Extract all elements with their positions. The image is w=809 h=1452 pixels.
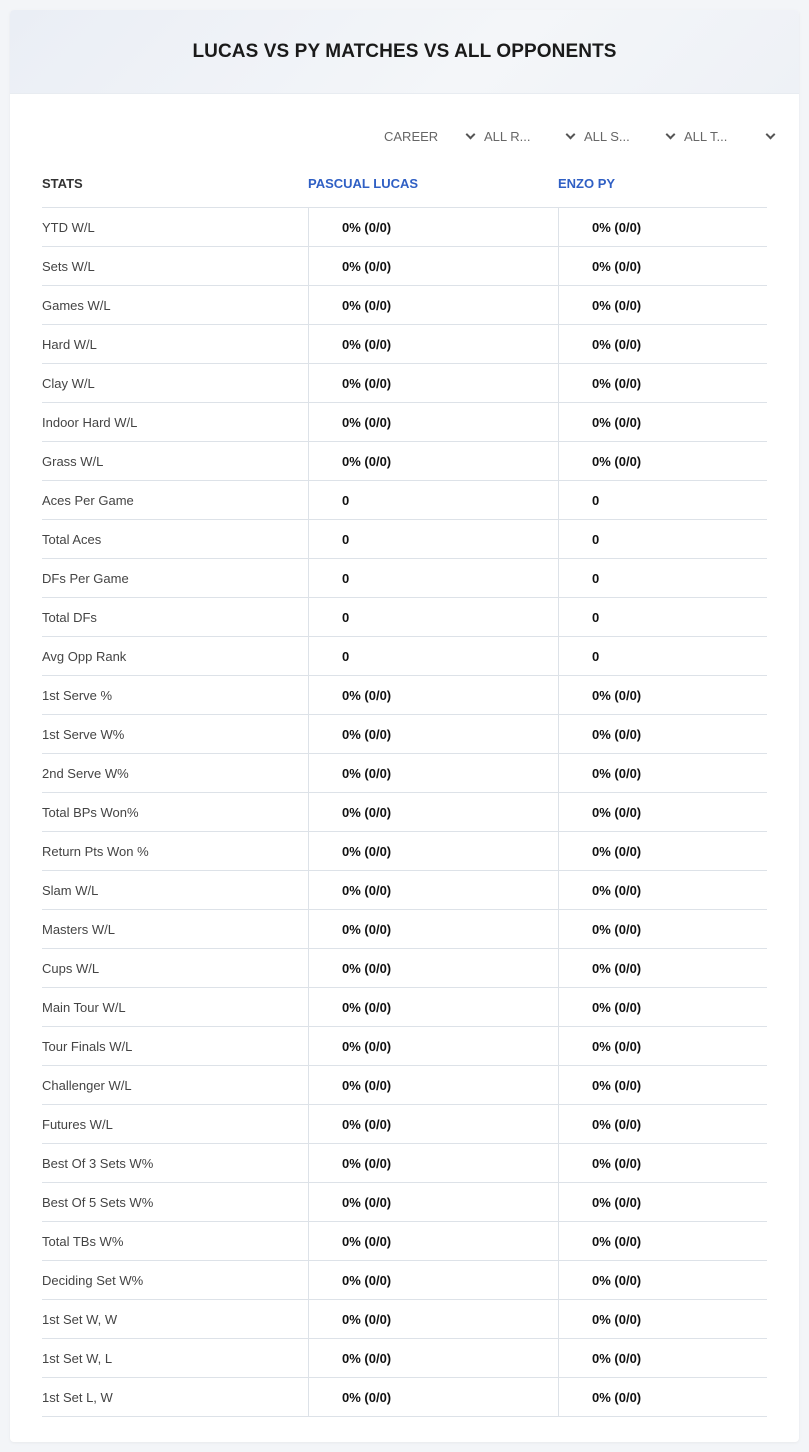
player1-value: 0% (0/0)	[308, 286, 558, 324]
row-label: Total DFs	[42, 609, 97, 625]
table-row	[42, 364, 767, 403]
player2-value: 0% (0/0)	[558, 1222, 767, 1260]
row-label: 1st Serve %	[42, 687, 113, 703]
row-label: Grass W/L	[42, 453, 104, 469]
player2-value: 0	[558, 637, 767, 675]
player1-value: 0% (0/0)	[308, 1105, 558, 1143]
table-row	[42, 637, 767, 676]
table-row	[42, 559, 767, 598]
row-label: Sets W/L	[42, 258, 95, 274]
player2-value: 0% (0/0)	[558, 910, 767, 948]
column-header-player2[interactable]: ENZO PY	[558, 176, 616, 191]
table-row	[42, 325, 767, 364]
player2-value: 0% (0/0)	[558, 1300, 767, 1338]
player1-value: 0% (0/0)	[308, 1027, 558, 1065]
player1-value: 0% (0/0)	[308, 1144, 558, 1182]
row-label: YTD W/L	[42, 219, 95, 235]
player2-value: 0% (0/0)	[558, 325, 767, 363]
player2-value: 0% (0/0)	[558, 754, 767, 792]
player2-value: 0% (0/0)	[558, 1027, 767, 1065]
row-label: 2nd Serve W%	[42, 765, 129, 781]
row-label: Return Pts Won %	[42, 843, 149, 859]
row-label: Total TBs W%	[42, 1233, 124, 1249]
row-label: Best Of 3 Sets W%	[42, 1155, 154, 1171]
row-label: 1st Serve W%	[42, 726, 125, 742]
table-row	[42, 676, 767, 715]
row-label: Total BPs Won%	[42, 804, 139, 820]
chevron-down-icon	[666, 130, 676, 140]
player1-value: 0	[308, 637, 558, 675]
filter-tour-select[interactable]	[684, 124, 784, 148]
table-row	[42, 1222, 767, 1261]
table-row	[42, 715, 767, 754]
row-label: 1st Set W, W	[42, 1311, 118, 1327]
filter-bar	[384, 124, 784, 148]
player2-value: 0% (0/0)	[558, 364, 767, 402]
player2-value: 0% (0/0)	[558, 676, 767, 714]
player1-value: 0	[308, 520, 558, 558]
player2-value: 0	[558, 598, 767, 636]
player2-value: 0% (0/0)	[558, 1183, 767, 1221]
player2-value: 0	[558, 481, 767, 519]
row-label: Tour Finals W/L	[42, 1038, 133, 1054]
row-label: Main Tour W/L	[42, 999, 126, 1015]
card-header	[10, 10, 799, 94]
filter-period-select[interactable]	[384, 124, 484, 148]
player2-value: 0% (0/0)	[558, 949, 767, 987]
player2-value: 0% (0/0)	[558, 1144, 767, 1182]
player1-value: 0% (0/0)	[308, 676, 558, 714]
player1-value: 0% (0/0)	[308, 1066, 558, 1104]
table-row	[42, 1300, 767, 1339]
player1-value: 0	[308, 559, 558, 597]
player2-value: 0	[558, 559, 767, 597]
player1-value: 0% (0/0)	[308, 1261, 558, 1299]
player1-value: 0% (0/0)	[308, 1300, 558, 1338]
player2-value: 0% (0/0)	[558, 286, 767, 324]
table-row	[42, 598, 767, 637]
player2-value: 0% (0/0)	[558, 442, 767, 480]
table-row	[42, 1339, 767, 1378]
player2-value: 0% (0/0)	[558, 403, 767, 441]
table-row	[42, 1066, 767, 1105]
table-header	[42, 160, 767, 208]
chevron-down-icon	[566, 130, 576, 140]
player1-value: 0% (0/0)	[308, 1183, 558, 1221]
player1-value: 0% (0/0)	[308, 793, 558, 831]
player2-value: 0% (0/0)	[558, 1378, 767, 1416]
table-row	[42, 754, 767, 793]
player1-value: 0% (0/0)	[308, 247, 558, 285]
player1-value: 0% (0/0)	[308, 403, 558, 441]
filter-surface-select[interactable]	[584, 124, 684, 148]
row-label: Best Of 5 Sets W%	[42, 1194, 154, 1210]
player1-value: 0% (0/0)	[308, 754, 558, 792]
table-row	[42, 247, 767, 286]
filter-round-select[interactable]	[484, 124, 584, 148]
row-label: Deciding Set W%	[42, 1272, 144, 1288]
player1-value: 0% (0/0)	[308, 364, 558, 402]
player2-value: 0% (0/0)	[558, 871, 767, 909]
table-row	[42, 988, 767, 1027]
player1-value: 0% (0/0)	[308, 1339, 558, 1377]
table-row	[42, 1261, 767, 1300]
player2-value: 0% (0/0)	[558, 793, 767, 831]
player2-value: 0% (0/0)	[558, 715, 767, 753]
player1-value: 0% (0/0)	[308, 1222, 558, 1260]
table-row	[42, 1144, 767, 1183]
row-label: 1st Set W, L	[42, 1350, 113, 1366]
table-row	[42, 481, 767, 520]
stats-card	[10, 10, 799, 1442]
table-row	[42, 208, 767, 247]
row-label: Hard W/L	[42, 336, 97, 352]
player2-value: 0% (0/0)	[558, 1105, 767, 1143]
row-label: Games W/L	[42, 297, 111, 313]
row-label: Total Aces	[42, 531, 102, 547]
player2-value: 0% (0/0)	[558, 1339, 767, 1377]
player1-value: 0% (0/0)	[308, 949, 558, 987]
player2-value: 0% (0/0)	[558, 247, 767, 285]
table-row	[42, 1105, 767, 1144]
table-row	[42, 871, 767, 910]
player1-value: 0% (0/0)	[308, 1378, 558, 1416]
row-label: DFs Per Game	[42, 570, 129, 586]
player1-value: 0	[308, 598, 558, 636]
player2-value: 0% (0/0)	[558, 208, 767, 246]
chevron-down-icon	[466, 130, 476, 140]
row-label: Futures W/L	[42, 1116, 113, 1132]
filter-tour-label: ALL T...	[684, 128, 728, 144]
row-label: Masters W/L	[42, 921, 115, 937]
row-label: Clay W/L	[42, 375, 95, 391]
table-row	[42, 910, 767, 949]
table-row	[42, 520, 767, 559]
player1-value: 0% (0/0)	[308, 832, 558, 870]
row-label: Indoor Hard W/L	[42, 414, 138, 430]
player1-value: 0% (0/0)	[308, 442, 558, 480]
table-row	[42, 403, 767, 442]
table-row	[42, 949, 767, 988]
player1-value: 0% (0/0)	[308, 208, 558, 246]
row-label: 1st Set L, W	[42, 1389, 113, 1405]
column-header-player1[interactable]: PASCUAL LUCAS	[308, 176, 419, 191]
row-label: Cups W/L	[42, 960, 100, 976]
player1-value: 0% (0/0)	[308, 325, 558, 363]
row-label: Slam W/L	[42, 882, 99, 898]
player1-value: 0% (0/0)	[308, 988, 558, 1026]
player1-value: 0% (0/0)	[308, 910, 558, 948]
player2-value: 0% (0/0)	[558, 1066, 767, 1104]
filter-period-label: CAREER	[384, 128, 439, 144]
filter-surface-label: ALL S...	[584, 128, 630, 144]
player1-value: 0% (0/0)	[308, 871, 558, 909]
table-row	[42, 1378, 767, 1417]
column-header-stats: STATS	[42, 176, 83, 191]
player2-value: 0% (0/0)	[558, 988, 767, 1026]
chevron-down-icon	[766, 130, 776, 140]
player1-value: 0% (0/0)	[308, 715, 558, 753]
row-label: Aces Per Game	[42, 492, 134, 508]
table-body	[42, 208, 767, 1417]
table-row	[42, 1183, 767, 1222]
player2-value: 0	[558, 520, 767, 558]
filter-round-label: ALL R...	[484, 128, 531, 144]
stats-table	[42, 160, 767, 1417]
player2-value: 0% (0/0)	[558, 832, 767, 870]
page-title: LUCAS VS PY MATCHES VS ALL OPPONENTS	[192, 40, 617, 62]
player1-value: 0	[308, 481, 558, 519]
table-row	[42, 442, 767, 481]
player2-value: 0% (0/0)	[558, 1261, 767, 1299]
row-label: Challenger W/L	[42, 1077, 132, 1093]
row-label: Avg Opp Rank	[42, 648, 127, 664]
table-row	[42, 1027, 767, 1066]
table-row	[42, 832, 767, 871]
table-row	[42, 286, 767, 325]
table-row	[42, 793, 767, 832]
